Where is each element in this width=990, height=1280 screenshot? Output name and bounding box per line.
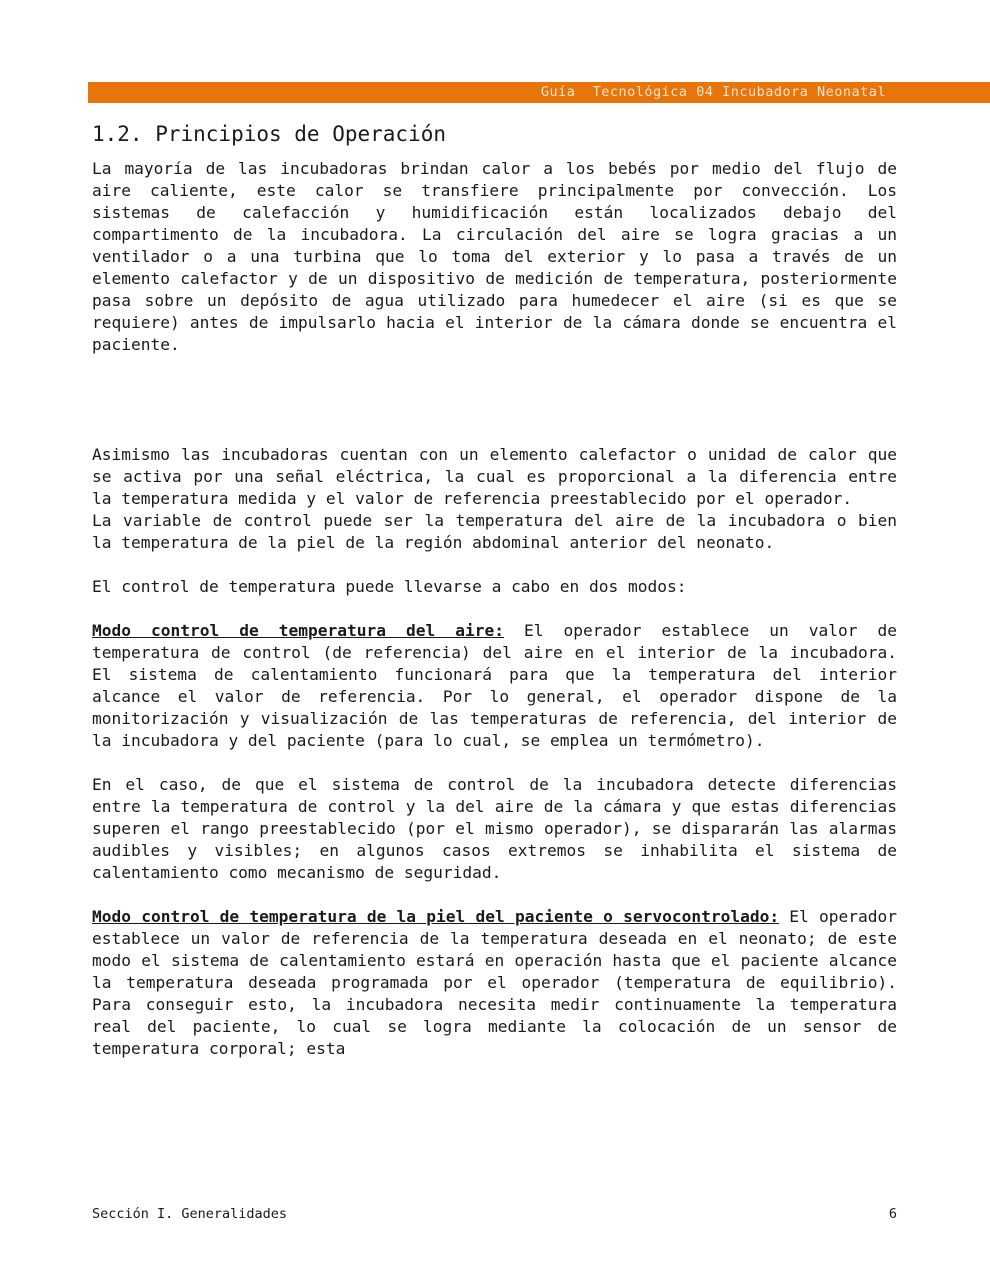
section-title: 1.2. Principios de Operación [92, 122, 447, 146]
header-bar [88, 82, 990, 103]
paragraph-control-modes-intro: El control de temperatura puede llevarse a cabo en dos modos: [92, 577, 687, 596]
footer-page-number: 6 [888, 1206, 897, 1222]
skin-mode-label: Modo control de temperatura de la piel del paciente o servocontrolado: [92, 907, 780, 926]
paragraph-skin-mode [92, 906, 897, 1060]
footer-section: Sección I. Generalidades [92, 1206, 288, 1222]
header-title: Guía Tecnológica 04 Incubadora Neonatal [540, 84, 886, 100]
air-mode-label: Modo control de temperatura del aire: [92, 621, 504, 640]
air-mode-text: El operador establece un valor de temperatura de control (de referencia) del aire en el interior de la incubadora. El sistema de calentamiento funcionará para que la temperatura del interior alcance el valor de referencia. Por lo general, el operador dispone de la monitorización y visualización de las temperaturas de referencia, del interior de la incubadora y del paciente (para lo cual, se emplea un termómetro). [92, 621, 898, 750]
paragraph-heating-element: Asimismo las incubadoras cuentan con un elemento calefactor o unidad de calor que se activa por una señal eléctrica, la cual es proporcional a la diferencia entre la temperatura medida y el valor de referencia preestablecido por el operador. [92, 445, 897, 508]
document-body [92, 158, 897, 1060]
skin-mode-text: El operador establece un valor de referencia de la temperatura deseada en el neonato; de este modo el sistema de calentamiento estará en operación hasta que el paciente alcance la temperatura deseada programada por el operador (temperatura de equilibrio). Para conseguir esto, la incubadora necesita medir continuamente la temperatura real del paciente, lo cual se logra mediante la colocación de un sensor de temperatura corporal; esta [92, 907, 898, 1058]
paragraph-control-variable: La variable de control puede ser la temperatura del aire de la incubadora o bien la temperatura de la piel de la región abdominal anterior del neonato. [92, 511, 897, 552]
paragraph-air-mode [92, 620, 897, 752]
paragraph-alarms: En el caso, de que el sistema de control de la incubadora detecte diferencias entre la temperatura de control y la del aire de la cámara y que estas diferencias superen el rango preestablecido (por el mismo operador), se dispararán las alarmas audibles y visibles; en algunos casos extremos se inhabilita el sistema de calentamiento como mecanismo de seguridad. [92, 775, 897, 882]
paragraph-principles: La mayoría de las incubadoras brindan calor a los bebés por medio del flujo de aire caliente, este calor se transfiere principalmente por convección. Los sistemas de calefacción y humidificación están localizados debajo del compartimento de la incubadora. La circulación del aire se logra gracias a un ventilador o a una turbina que lo toma del exterior y lo pasa a través de un elemento calefactor y de un dispositivo de medición de temperatura, posteriormente pasa sobre un depósito de agua utilizado para humedecer el aire (si es que se requiere) antes de impulsarlo hacia el interior de la cámara donde se encuentra el paciente. [92, 159, 897, 354]
